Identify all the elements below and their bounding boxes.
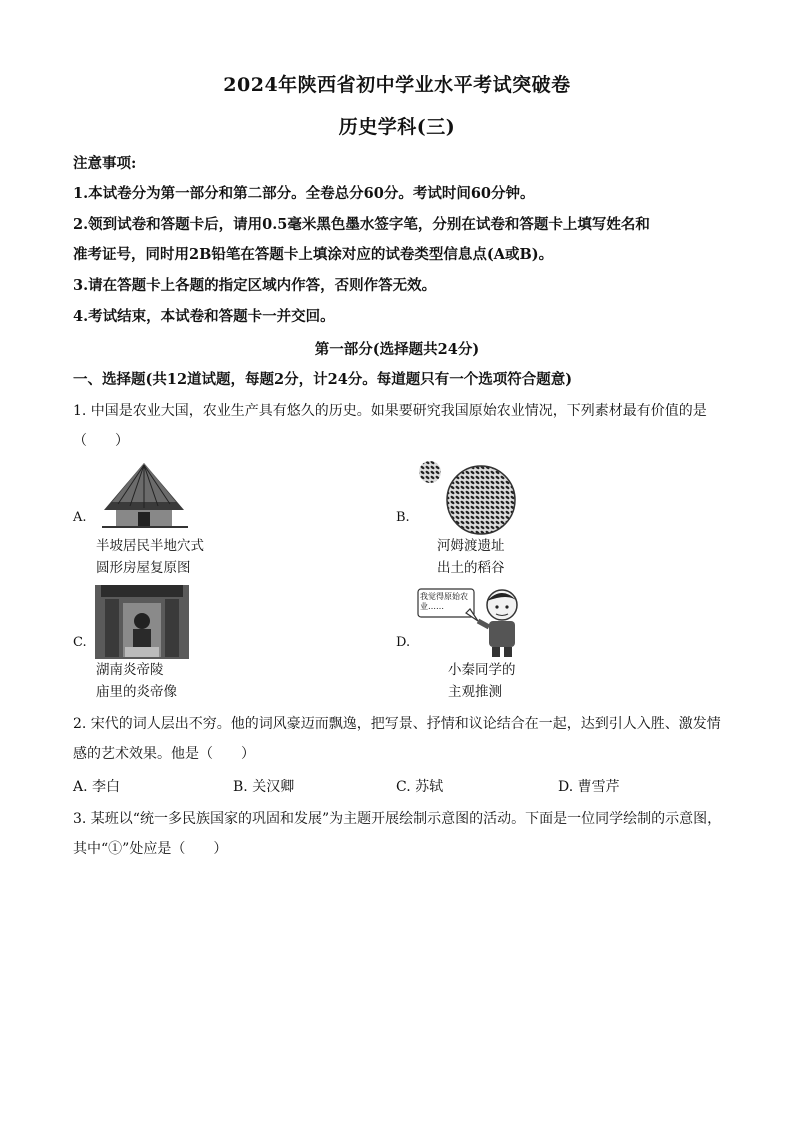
- notice-item-3: 3.请在答题卡上各题的指定区域内作答，否则作答无效。: [73, 277, 437, 294]
- yandi-statue-photo: [95, 585, 189, 659]
- section-heading: 一、选择题(共12道试题，每题2分，计24分。每道题只有一个选项符合题意): [73, 371, 573, 388]
- page-title: 2024年陕西省初中学业水平考试突破卷: [223, 74, 571, 96]
- q2-option-c: C. 苏轼: [396, 779, 444, 795]
- q2-option-a: A. 李白: [73, 779, 121, 795]
- rice-grains-illustration: [415, 460, 525, 535]
- q2-stem-cont: 感的艺术效果。他是（ ）: [73, 746, 255, 762]
- q1-option-d-caption-1: 小秦同学的: [448, 662, 516, 678]
- q1-option-b-caption-2: 出土的稻谷: [437, 560, 505, 576]
- q1-stem-cont: （ ）: [73, 433, 129, 449]
- notice-heading: 注意事项:: [73, 155, 137, 172]
- page-subtitle: 历史学科(三): [338, 116, 456, 138]
- q1-option-d-label: D.: [396, 635, 411, 650]
- hut-illustration: [98, 460, 190, 532]
- notice-item-2-cont: 准考证号，同时用2B铅笔在答题卡上填涂对应的试卷类型信息点(A或B)。: [73, 246, 554, 263]
- q1-option-c-label: C.: [73, 635, 87, 650]
- q1-option-d-caption-2: 主观推测: [448, 684, 502, 700]
- q1-option-c-caption-1: 湖南炎帝陵: [96, 662, 164, 678]
- notice-item-4: 4.考试结束，本试卷和答题卡一并交回。: [73, 308, 335, 325]
- q1-option-a-caption-1: 半坡居民半地穴式: [96, 538, 204, 554]
- q1-option-a-label: A.: [73, 510, 87, 525]
- q1-stem: 1. 中国是农业大国，农业生产具有悠久的历史。如果要研究我国原始农业情况，下列素材最有价值的是: [73, 403, 707, 419]
- q1-option-b-label: B.: [396, 510, 410, 525]
- part1-heading: 第一部分(选择题共24分): [314, 341, 480, 358]
- q1-option-b-caption-1: 河姆渡遗址: [437, 538, 505, 554]
- q3-stem: 3. 某班以“统一多民族国家的巩固和发展”为主题开展绘制示意图的活动。下面是一位同学绘制的示意图，: [73, 811, 722, 827]
- q2-option-b: B. 关汉卿: [233, 779, 295, 795]
- notice-item-1: 1.本试卷分为第一部分和第二部分。全卷总分60分。考试时间60分钟。: [73, 185, 535, 202]
- speech-bubble-text: 我觉得原始农业……: [420, 592, 468, 611]
- q3-stem-cont: 其中“①”处应是（ ）: [73, 841, 228, 857]
- q2-option-d: D. 曹雪芹: [558, 779, 620, 795]
- q2-stem: 2. 宋代的词人层出不穷。他的词风豪迈而飘逸，把写景、抒情和议论结合在一起，达到引人入胜、激发情: [73, 716, 721, 732]
- q1-option-c-caption-2: 庙里的炎帝像: [96, 684, 177, 700]
- q1-option-a-caption-2: 圆形房屋复原图: [96, 560, 191, 576]
- notice-item-2: 2.领到试卷和答题卡后，请用0.5毫米黑色墨水签字笔，分别在试卷和答题卡上填写姓名和: [73, 216, 650, 233]
